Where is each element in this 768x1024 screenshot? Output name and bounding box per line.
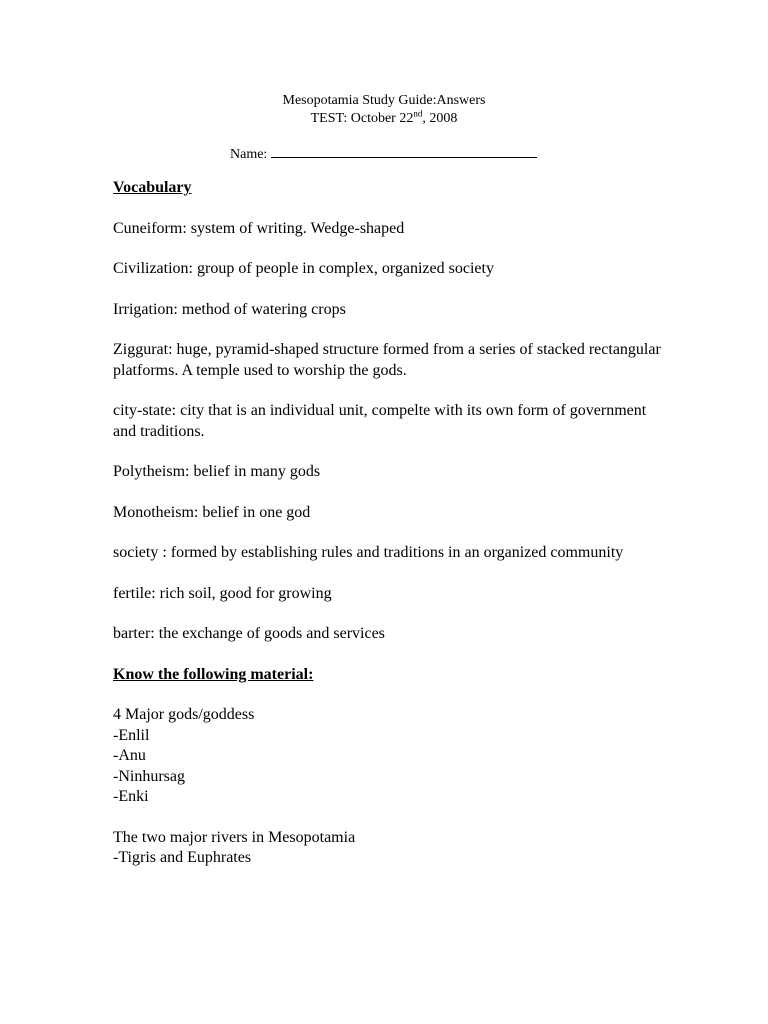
vocab-entry-city-state: city-state: city that is an individual unit, compelte with its own form of government and traditions.	[113, 402, 647, 440]
name-blank-line	[271, 143, 537, 158]
vocab-entry-fertile: fertile: rich soil, good for growing	[113, 584, 332, 602]
document-body	[113, 178, 673, 889]
document-header	[0, 92, 768, 128]
rivers-section	[113, 828, 673, 869]
document-title: Mesopotamia Study Guide:Answers	[282, 93, 486, 108]
gods-title: 4 Major gods/goddess	[113, 706, 255, 723]
list-item-god: -Ninhursag	[113, 767, 185, 785]
list-item-god: -Enlil	[113, 726, 150, 744]
material-heading: Know the following material:	[113, 665, 314, 683]
vocab-entry-ziggurat: Ziggurat: huge, pyramid-shaped structure formed from a series of stacked rectangular platforms. A temple used to worship the gods.	[113, 341, 661, 379]
test-date-superscript: nd	[413, 108, 423, 119]
name-label: Name:	[230, 147, 268, 162]
name-field	[230, 143, 537, 164]
list-item-river: -Tigris and Euphrates	[113, 849, 252, 866]
vocab-entry-polytheism: Polytheism: belief in many gods	[113, 463, 321, 480]
gods-section	[113, 705, 673, 808]
vocabulary-heading: Vocabulary	[113, 179, 192, 196]
vocab-entry-monotheism: Monotheism: belief in one god	[113, 503, 311, 521]
list-item-god: -Anu	[113, 747, 146, 764]
vocab-entry-society: society : formed by establishing rules and traditions in an organized community	[113, 544, 624, 561]
test-date	[0, 110, 768, 128]
vocab-entry-irrigation: Irrigation: method of watering crops	[113, 300, 346, 318]
vocab-entry-civilization: Civilization: group of people in complex, organized society	[113, 260, 494, 277]
vocab-entry-cuneiform: Cuneiform: system of writing. Wedge-shaped	[113, 219, 405, 237]
test-date-prefix: TEST: October 22	[310, 111, 414, 126]
vocab-entry-barter: barter: the exchange of goods and services	[113, 625, 385, 642]
rivers-title: The two major rivers in Mesopotamia	[113, 828, 356, 846]
test-date-suffix: , 2008	[422, 111, 458, 126]
list-item-god: -Enki	[113, 788, 149, 805]
